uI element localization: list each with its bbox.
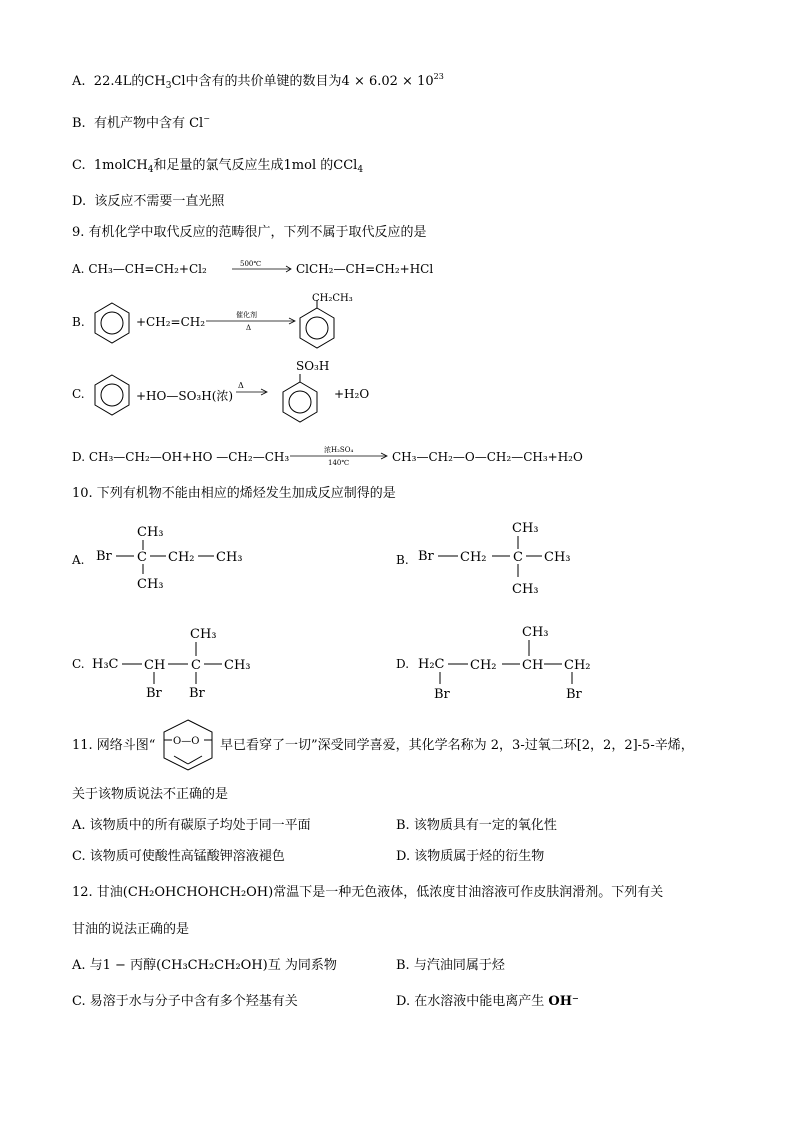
svg-text:CH₂: CH₂ [470, 658, 497, 673]
q9-b-label: B. [72, 315, 85, 329]
q9-a-arrow [232, 258, 296, 274]
q10-d-label: D. [396, 657, 410, 671]
svg-text:Br: Br [418, 549, 434, 564]
svg-text:CH: CH [522, 658, 544, 673]
q8-option-d: D. 该反应不需要一直光照 [72, 194, 225, 209]
svg-text:CH₂: CH₂ [564, 658, 591, 673]
q9-c-water: +H₂O [334, 387, 370, 401]
q9-d-condition-bottom: 140℃ [328, 459, 350, 467]
svg-text:CH₃: CH₃ [216, 550, 243, 565]
q10-c-structure [92, 622, 272, 704]
q10-c-label: C. [72, 657, 85, 671]
svg-text:Br: Br [96, 549, 112, 564]
q9-stem: 9. 有机化学中取代反应的范畴很广，下列不属于取代反应的是 [72, 225, 427, 240]
svg-text:CH₃: CH₃ [522, 625, 549, 640]
q9-b-benzene [92, 301, 136, 345]
q9-a-product: ClCH₂—CH=CH₂+HCl [296, 262, 434, 276]
q12-stem-line1: 12. 甘油(CH₂OHCHOHCH₂OH)常温下是一种无色液体，低浓度甘油溶液可作皮肤润滑剂。下列有关 [72, 885, 664, 900]
svg-text:CH₂: CH₂ [168, 550, 195, 565]
q8-option-c: C. 1molCH$_4$和足量的氯气反应生成1mol 的CCl$_4$ [72, 158, 364, 175]
q10-d-structure [416, 620, 616, 704]
svg-text:CH₃: CH₃ [137, 525, 164, 540]
svg-text:H₂C: H₂C [418, 657, 445, 672]
svg-text:Br: Br [566, 687, 582, 702]
svg-text:CH₃: CH₃ [224, 658, 251, 673]
q11-option-d: D. 该物质属于烃的衍生物 [396, 849, 545, 864]
q9-b-ethylbenzene [297, 300, 341, 350]
q9-b-condition-bottom: Δ [246, 324, 252, 332]
q11-option-b: B. 该物质具有一定的氧化性 [396, 818, 557, 833]
q12-option-d: D. 在水溶液中能电离产生 OH⁻ [396, 994, 579, 1009]
q9-d-condition-top: 浓H₂SO₄ [324, 446, 354, 454]
q11-bicyclic-peroxide-structure [160, 718, 220, 774]
q12-option-b: B. 与汽油同属于烃 [396, 958, 505, 973]
q9-c-reagent: +HO—SO₃H(浓) [136, 389, 234, 403]
q9-c-condition: Δ [238, 381, 244, 390]
svg-text:CH₂: CH₂ [460, 550, 487, 565]
q9-option-d: D. CH₃—CH₂—OH+HO —CH₂—CH₃ [72, 450, 290, 464]
q9-a-condition: 500℃ [240, 260, 262, 268]
q11-stem-part3: 关于该物质说法不正确的是 [72, 787, 229, 802]
q11-stem-part1: 11. 网络斗图“ [72, 738, 156, 753]
svg-text:CH₃: CH₃ [544, 550, 571, 565]
q9-b-arrow [206, 308, 298, 334]
q8-option-b: B. 有机产物中含有 Cl− [72, 114, 210, 131]
svg-text:Br: Br [189, 686, 205, 701]
q9-c-benzenesulfonic-acid [280, 374, 324, 424]
q9-b-substituent: CH₂CH₃ [312, 293, 353, 304]
svg-text:Br: Br [434, 687, 450, 702]
q10-stem: 10. 下列有机物不能由相应的烯烃发生加成反应制得的是 [72, 486, 396, 501]
q11-peroxide-label: O—O [173, 736, 200, 747]
svg-text:CH₃: CH₃ [190, 627, 217, 642]
q9-d-product: CH₃—CH₂—O—CH₂—CH₃+H₂O [392, 450, 583, 464]
q9-option-a: A. CH₃—CH=CH₂+Cl₂ [72, 262, 207, 276]
q11-stem-part2: 早已看穿了一切”深受同学喜爱，其化学名称为 2，3-过氧二环[2，2，2]-5-辛烯， [220, 738, 694, 753]
q9-b-reagent: +CH₂=CH₂ [136, 315, 206, 329]
svg-text:Br: Br [146, 686, 162, 701]
q11-option-a: A. 该物质中的所有碳原子均处于同一平面 [72, 818, 311, 833]
q12-option-c: C. 易溶于水与分子中含有多个羟基有关 [72, 994, 298, 1009]
q10-a-structure [92, 520, 262, 598]
q11-option-c: C. 该物质可使酸性高锰酸钾溶液褪色 [72, 849, 285, 864]
svg-text:CH: CH [144, 658, 166, 673]
q10-b-structure [416, 514, 596, 602]
q9-c-substituent: SO₃H [296, 359, 330, 373]
q9-d-arrow [290, 443, 390, 469]
svg-text:C: C [191, 658, 201, 673]
q8-option-a: A. 22.4L的$CH_3Cl$中含有的共价单键的数目为$4 \times 6.02 \times 10^{23}$ [72, 72, 444, 91]
svg-text:CH₃: CH₃ [512, 521, 539, 536]
svg-text:C: C [513, 550, 523, 565]
svg-text:H₃C: H₃C [92, 657, 119, 672]
q12-stem-line2: 甘油的说法正确的是 [72, 922, 190, 937]
svg-text:C: C [137, 550, 147, 565]
svg-text:CH₃: CH₃ [137, 577, 164, 592]
q9-b-condition-top: 催化剂 [236, 311, 257, 319]
q9-c-benzene [92, 373, 136, 417]
q9-c-arrow [232, 378, 272, 404]
q10-b-label: B. [396, 553, 409, 567]
q9-c-label: C. [72, 387, 85, 401]
q12-option-a: A. 与1 − 丙醇(CH₃CH₂CH₂OH)互 为同系物 [72, 958, 337, 973]
svg-text:CH₃: CH₃ [512, 582, 539, 597]
q10-a-label: A. [72, 553, 85, 567]
